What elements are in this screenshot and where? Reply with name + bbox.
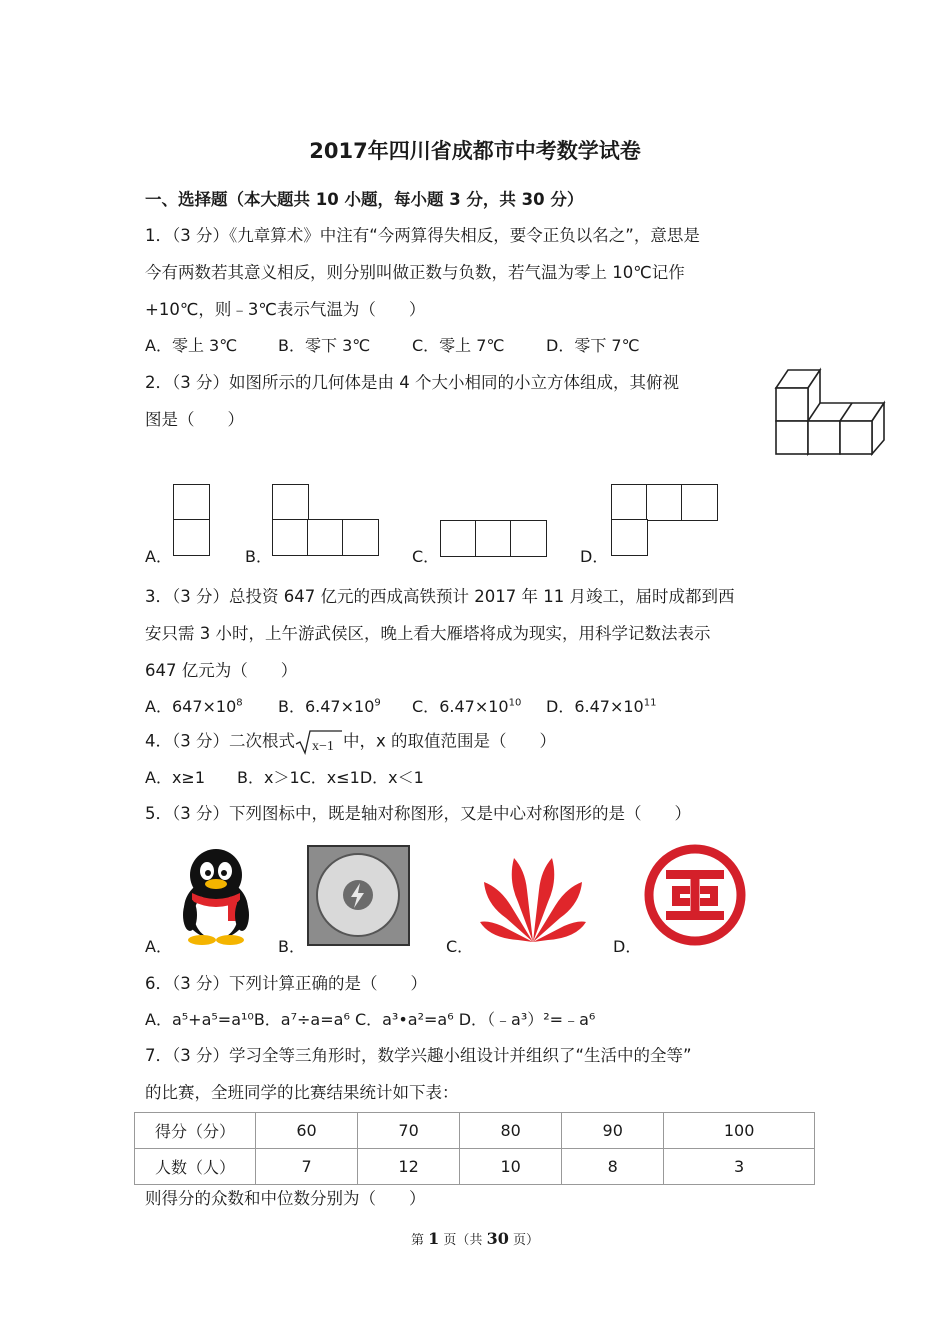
- table-cell: 100: [664, 1113, 815, 1149]
- q2-option-c-figure: [440, 520, 550, 557]
- section-heading: 一、选择题（本大题共 10 小题，每小题 3 分，共 30 分）: [145, 190, 584, 209]
- score-table: [134, 1112, 815, 1185]
- q2-option-d-label: D．: [580, 547, 609, 566]
- option-label: D．: [546, 697, 575, 716]
- q3-line3: 647 亿元为（ ）: [145, 661, 298, 680]
- q5-line1: 5．（3 分）下列图标中，既是轴对称图形，又是中心对称图形的是（ ）: [145, 804, 691, 823]
- q2-option-c-label: C．: [412, 547, 440, 566]
- q7-line2: 的比赛，全班同学的比赛结果统计如下表：: [145, 1083, 459, 1102]
- square: [611, 519, 648, 556]
- square: [342, 519, 379, 556]
- square: [510, 520, 547, 557]
- q1-line2: 今有两数若其意义相反，则分别叫做正数与负数，若气温为零上 10℃记作: [145, 263, 685, 282]
- option-label: C．: [412, 697, 440, 716]
- square: [681, 484, 718, 521]
- q2-option-b-label: B．: [245, 547, 272, 566]
- footer-page-number: 1: [428, 1229, 440, 1248]
- q1-option-b: B．零下 3℃: [278, 336, 371, 355]
- footer-total-pages: 30: [486, 1229, 509, 1248]
- q6-options: A．a⁵+a⁵=a¹⁰B．a⁷÷a=a⁶ C．a³•a²=a⁶ D．（﹣a³）²=﹣a⁶: [145, 1010, 596, 1029]
- q2-option-a-label: A．: [145, 547, 172, 566]
- power-disc-icon: [307, 845, 410, 946]
- q3-option-d: [546, 695, 656, 719]
- page-footer: [0, 1229, 950, 1248]
- q1-line3: +10℃，则﹣3℃表示气温为（ ）: [145, 300, 426, 319]
- q3-line2: 安只需 3 小时，上午游武侯区，晚上看大雁塔将成为现实，用科学记数法表示: [145, 624, 711, 643]
- q3-line1: 3．（3 分）总投资 647 亿元的西成高铁预计 2017 年 11 月竣工，届时成都到西: [145, 587, 735, 606]
- q2-option-b-figure: [272, 484, 381, 556]
- q5-option-a-label: A．: [145, 937, 172, 956]
- footer-prefix: 第: [411, 1233, 429, 1248]
- option-exponent: 11: [643, 697, 657, 709]
- option-base: 6.47×10: [304, 697, 375, 716]
- option-exponent: 10: [508, 697, 522, 709]
- sqrt-expression: [295, 729, 343, 755]
- option-base: 647×10: [171, 697, 237, 716]
- q2-option-d-figure: [611, 484, 720, 556]
- square: [272, 519, 309, 556]
- square: [272, 484, 309, 521]
- table-row-header: 得分（分）: [135, 1113, 256, 1149]
- q6-line1: 6．（3 分）下列计算正确的是（ ）: [145, 974, 427, 993]
- q2-line1: 2．（3 分）如图所示的几何体是由 4 个大小相同的小立方体组成，其俯视: [145, 373, 679, 392]
- radical-sign-icon: [295, 729, 343, 755]
- square: [475, 520, 512, 557]
- q2-line2: 图是（ ）: [145, 410, 244, 429]
- option-label: B．: [278, 697, 305, 716]
- footer-middle: 页（共: [439, 1233, 487, 1248]
- square: [440, 520, 477, 557]
- table-cell: 10: [460, 1149, 562, 1185]
- penguin-icon: [170, 845, 262, 945]
- table-cell: 7: [256, 1149, 358, 1185]
- table-row: [135, 1149, 815, 1185]
- option-label: A．: [145, 697, 172, 716]
- q3-option-c: [412, 695, 521, 719]
- table-cell: 60: [256, 1113, 358, 1149]
- icbc-logo-icon: [642, 842, 748, 948]
- square: [173, 519, 210, 556]
- page-title: 2017年四川省成都市中考数学试卷: [309, 139, 641, 163]
- q5-option-c-label: C．: [446, 937, 474, 956]
- table-row-header: 人数（人）: [135, 1149, 256, 1185]
- cube-solid-figure: [772, 366, 888, 456]
- q3-option-b: [278, 695, 381, 719]
- q4-prefix: 4．（3 分）二次根式: [145, 731, 295, 751]
- q1-line1: 1．（3 分）《九章算术》中注有“今两算得失相反，要令正负以名之”，意思是: [145, 226, 700, 245]
- table-cell: 3: [664, 1149, 815, 1185]
- table-cell: 12: [358, 1149, 460, 1185]
- option-base: 6.47×10: [439, 697, 509, 716]
- q3-option-a: [145, 695, 243, 719]
- q1-option-c: C．零上 7℃: [412, 336, 505, 355]
- table-cell: 90: [562, 1113, 664, 1149]
- square: [646, 484, 683, 521]
- q5-option-b-label: B．: [278, 937, 305, 956]
- q7-line3: 则得分的众数和中位数分别为（ ）: [145, 1189, 426, 1208]
- option-base: 6.47×10: [574, 697, 644, 716]
- table-row: [135, 1113, 815, 1149]
- q1-option-a: A．零上 3℃: [145, 336, 238, 355]
- square: [307, 519, 344, 556]
- option-exponent: 9: [374, 697, 381, 709]
- radicand: x−1: [312, 739, 334, 754]
- table-cell: 70: [358, 1113, 460, 1149]
- option-exponent: 8: [236, 697, 243, 709]
- q4-suffix: 中，x 的取值范围是（ ）: [343, 731, 557, 751]
- footer-suffix: 页）: [508, 1233, 539, 1248]
- table-cell: 80: [460, 1113, 562, 1149]
- square: [611, 484, 648, 521]
- q5-option-d-label: D．: [613, 937, 642, 956]
- q4-options: A．x≥1 B．x＞1C．x≤1D．x＜1: [145, 768, 424, 787]
- q2-option-a-figure: [173, 484, 210, 556]
- q4-line1: [145, 729, 556, 755]
- q7-line1: 7．（3 分）学习全等三角形时，数学兴趣小组设计并组织了“生活中的全等”: [145, 1046, 692, 1065]
- q1-option-d: D．零下 7℃: [546, 336, 640, 355]
- table-cell: 8: [562, 1149, 664, 1185]
- square: [173, 484, 210, 521]
- huawei-logo-icon: [478, 850, 588, 948]
